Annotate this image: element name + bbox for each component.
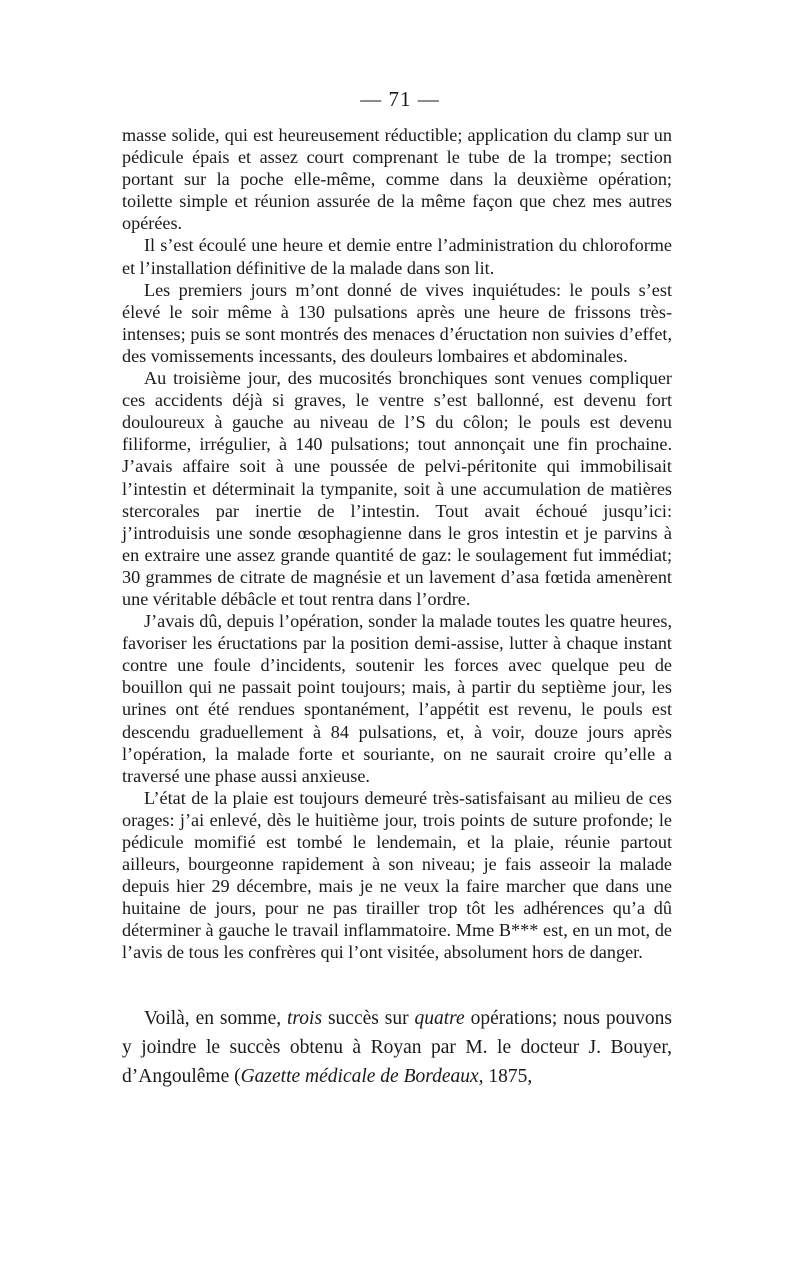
paragraph: Les premiers jours m’ont donné de vives inquiétudes: le pouls s’est élevé le soir même à 130 pulsations après une heure de frissons très-intenses; puis se sont montrés des menaces d’éructation non suivies d’effet, des vomissements incessants, des douleurs lombaires et abdominales. (122, 279, 672, 366)
closing-italic: trois (287, 1007, 323, 1029)
closing-text: opérations; nous pouvons y joindre le succès obtenu à Royan par M. le docteur J. Bouyer, d’Angoulême ( (122, 1007, 673, 1087)
page (122, 86, 672, 1091)
closing-text: Voilà, en somme, (144, 1007, 288, 1029)
page-number: — 71 — (360, 87, 440, 111)
body-text (122, 124, 672, 964)
closing-text: 1875, (483, 1065, 533, 1087)
paragraph: Il s’est écoulé une heure et demie entre l’administration du chloroforme et l’installation définitive de la malade dans son lit. (122, 235, 672, 278)
closing-paragraph (122, 1004, 672, 1091)
closing-italic: quatre (414, 1007, 465, 1029)
closing-section (122, 1004, 672, 1091)
closing-text: succès sur (322, 1007, 415, 1029)
paragraph: masse solide, qui est heureusement réductible; application du clamp sur un pédicule épais et assez court comprenant le tube de la trompe; section portant sur la poche elle-même, comme dans la deuxième opération; toilette simple et réunion assurée de la même façon que chez mes autres opérées. (122, 125, 672, 234)
paragraph: L’état de la plaie est toujours demeuré très-satisfaisant au milieu de ces orages: j’ai enlevé, dès le huitième jour, trois points de suture profonde; le pédicule momifié est tombé le lendemain, et la plaie, réunie partout ailleurs, bourgeonne rapidement à son niveau; je fais asseoir la malade depuis hier 29 décembre, mais je ne veux la faire marcher que dans une huitaine de jours, pour ne pas tirailler trop tôt les adhérences qu’a dû déterminer à gauche le travail inflammatoire. Mme B*** est, en un mot, de l’avis de tous les confrères qui l’ont visitée, absolument hors de danger. (122, 787, 672, 963)
journal-title: Gazette médicale de Bordeaux, (240, 1065, 484, 1087)
paragraph: J’avais dû, depuis l’opération, sonder la malade toutes les quatre heures, favoriser les éructations par la position demi-assise, lutter à chaque instant contre une foule d’incidents, soutenir les forces avec quelque peu de bouillon qui ne passait point toujours; mais, à partir du septième jour, les urines ont été rendues spontanément, l’appétit est revenu, le pouls est descendu graduellement à 84 pulsations, et, à voir, douze jours après l’opération, la malade forte et souriante, on ne saurait croire qu’elle a traversé une phase aussi anxieuse. (122, 611, 672, 786)
paragraph: Au troisième jour, des mucosités bronchiques sont venues compliquer ces accidents déjà si graves, le ventre s’est ballonné, est devenu fort douloureux à gauche au niveau de l’S du côlon; le pouls est devenu filiforme, irrégulier, à 140 pulsations; tout annonçait une fin prochaine. J’avais affaire soit à une poussée de pelvi-péritonite qui immobilisait l’intestin et déterminait la tympanite, soit à une accumulation de matières stercorales par inertie de l’intestin. Tout avait échoué jusqu’ici: j’introduisis une sonde œsophagienne dans le gros intestin et je parvins à en extraire une assez grande quantité de gaz: le soulagement fut immédiat; 30 grammes de citrate de magnésie et un lavement d’asa fœtida amenèrent une véritable débâcle et tout rentra dans l’ordre. (122, 368, 672, 609)
